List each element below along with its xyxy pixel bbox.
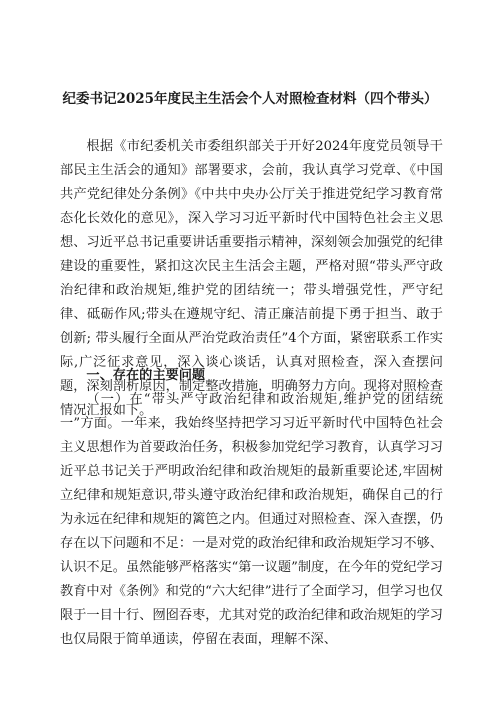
intro-paragraph: 根据《市纪委机关市委组织部关于开好2024年度党员领导干部民主生活会的通知》部署要求，会前，我认真学习党章、《中国共产党纪律处分条例》《中共中央办公厅关于推进党纪学习教育常态化长效化的意见》，深入学习习近平新时代中国特色社会主义思想、习近平总书记重要讲话重要指示精神，深刻领会加强党的纪律建设的重要性，紧扣这次民主生活会主题，严格对照“带头严守政治纪律和政治规矩,维护党的团结统一；带头增强党性，严守纪律、砥砺作风;带头在遵规守纪、清正廉洁前提下勇于担当、敢于创新; 带头履行全面从严治党政治责任”4个方面，紧密联系工作实际,广泛征求意见，深入谈心谈话，认真对照检查，深入查摆问题，深刻剖析原因，制定整改措施，明确努力方向。现将对照检查情况汇报如下。 bbox=[60, 139, 443, 418]
document-title: 纪委书记2025年度民主生活会个人对照检查材料（四个带头） bbox=[62, 91, 438, 107]
section-paragraph: （一）在“带头严守政治纪律和政治规矩,维护党的团结统一”方面。一年来，我始终坚持把学习习近平新时代中国特色社会主义思想作为首要政治任务，积极参加党纪学习教育，认真学习习近平总书记关于严明政治纪律和政治规矩的最新重要论述,牢固树立纪律和规矩意识,带头遵守政治纪律和政治规矩，确保自己的行为永远在纪律和规矩的篱笆之内。但通过对照检查、深入查摆，仍存在以下问题和不足：一是对党的政治纪律和政治规矩学习不够、认识不足。虽然能够严格落实“第一议题”制度，在今年的党纪学习教育中对《条例》和党的“六大纪律”进行了全面学习，但学习也仅限于一目十行、囫囵吞枣，尤其对党的政治纪律和政治规矩的学习也仅局限于简单通读，停留在表面，理解不深、 bbox=[60, 392, 443, 647]
section-heading: 一、存在的主要问题 bbox=[86, 368, 206, 383]
